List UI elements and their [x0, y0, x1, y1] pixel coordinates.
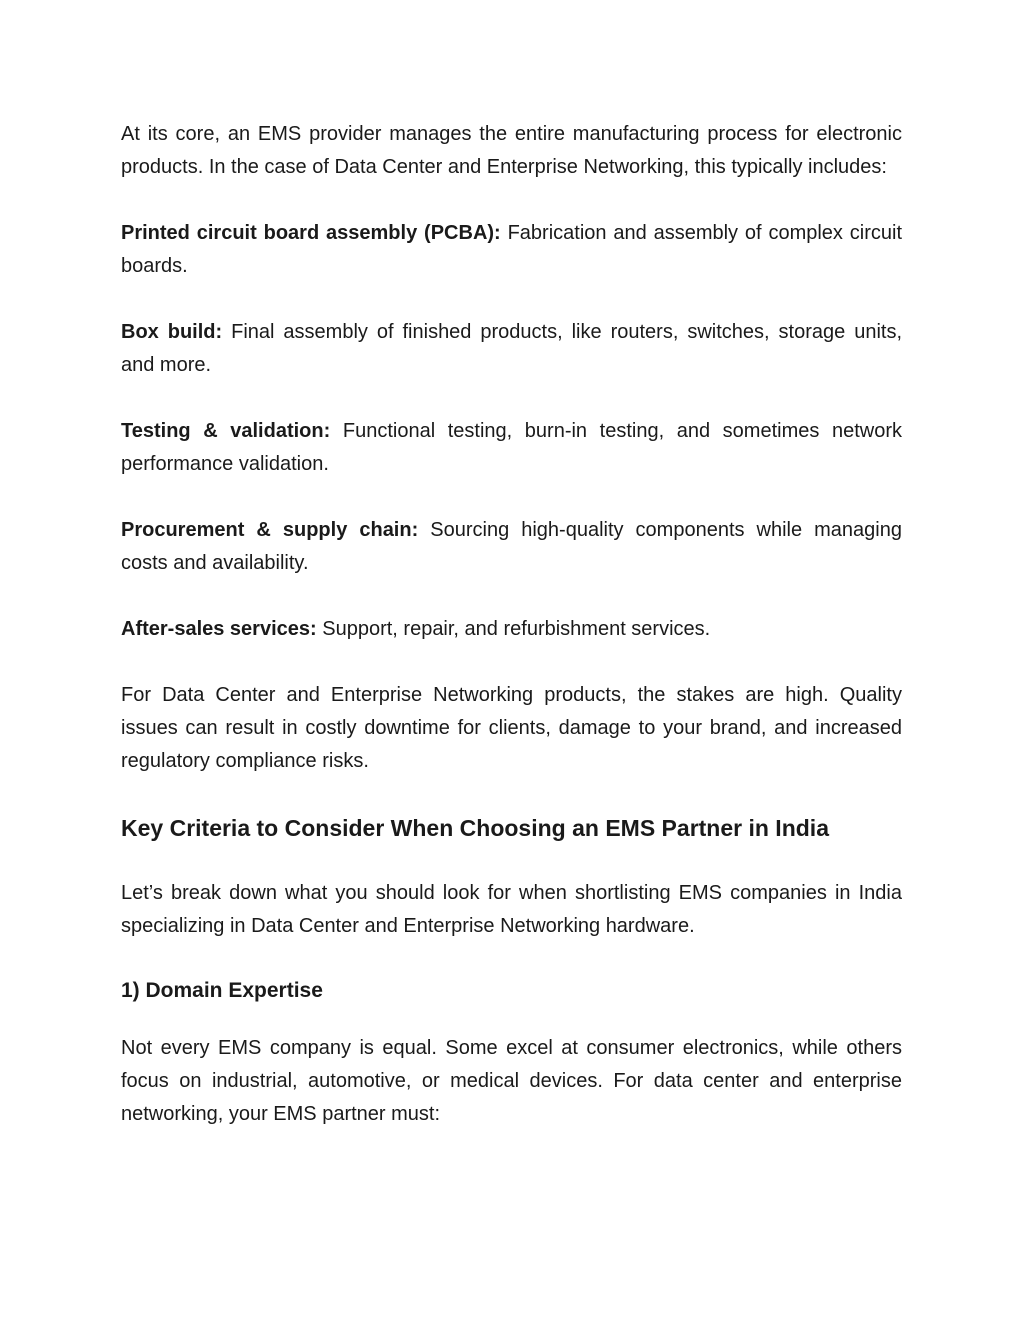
service-desc: Final assembly of finished products, like routers, switches, storage units, and more. — [121, 321, 903, 376]
service-item-procurement — [121, 514, 902, 580]
service-item-box-build — [121, 316, 902, 382]
service-term: Printed circuit board assembly (PCBA): — [121, 222, 501, 244]
service-term: After-sales services: — [121, 618, 317, 640]
section-intro-paragraph: Let’s break down what you should look for when shortlisting EMS companies in India specializing in Data Center and Enterprise Networking hardware. — [121, 882, 902, 937]
document-page — [121, 118, 902, 1164]
service-term: Box build: — [121, 321, 223, 343]
subsection-paragraph: Not every EMS company is equal. Some excel at consumer electronics, while others focus on industrial, automotive, or medical devices. For data center and enterprise networking, your EMS partner must: — [121, 1037, 902, 1125]
service-desc: Sourcing high-quality components while managing costs and availability. — [121, 519, 902, 574]
stakes-paragraph: For Data Center and Enterprise Networking products, the stakes are high. Quality issues can result in costly downtime for clients, damage to your brand, and increased regulatory compliance risks. — [121, 684, 902, 772]
intro-paragraph: At its core, an EMS provider manages the entire manufacturing process for electronic products. In the case of Data Center and Enterprise Networking, this typically includes: — [121, 123, 902, 178]
service-item-pcba — [121, 217, 902, 283]
service-item-testing — [121, 415, 902, 481]
service-term: Testing & validation: — [121, 420, 331, 442]
service-desc: Functional testing, burn-in testing, and sometimes network performance validation. — [121, 420, 902, 475]
section-heading: Key Criteria to Consider When Choosing an EMS Partner in India — [121, 815, 829, 841]
subsection-heading: 1) Domain Expertise — [121, 979, 323, 1002]
service-desc: Fabrication and assembly of complex circuit boards. — [121, 222, 902, 277]
service-term: Procurement & supply chain: — [121, 519, 419, 541]
service-desc: Support, repair, and refurbishment services. — [316, 618, 711, 640]
service-item-after-sales — [121, 613, 902, 646]
